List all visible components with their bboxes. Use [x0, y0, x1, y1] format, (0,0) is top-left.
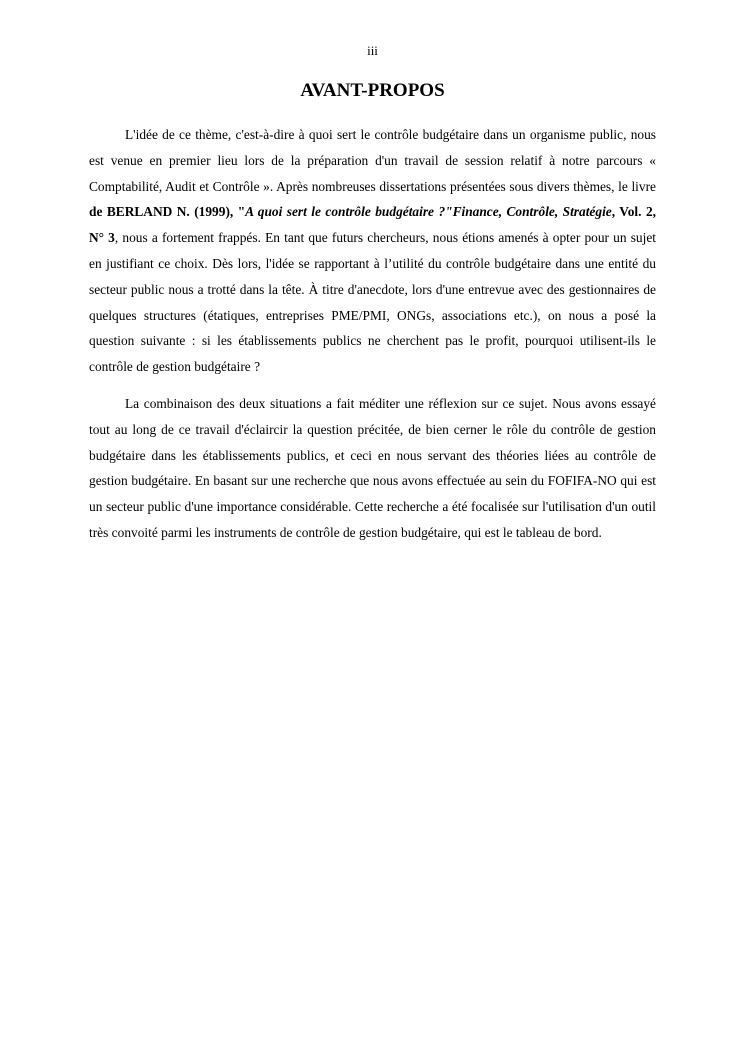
reference-author: de BERLAND N. (1999), "	[89, 204, 246, 220]
paragraph-1-text-b: , nous a fortement frappés. En tant que futurs chercheurs, nous étions amenés à opter pour un sujet en justifiant ce choix. Dès lors, l'idée se rapportant à l’utilité du contrôle budgétaire dans une entité du secteur public nous a trotté dans la tête. À titre d'anecdote, lors d'une entrevue avec des gestionnaires de quelques structures (étatiques, entreprises PME/PMI, ONGs, associations etc.), on nous a posé la question suivante : si les établissements publics ne cherchent pas le profit, pourquoi utilisent-ils le contrôle de gestion budgétaire ?	[89, 230, 656, 375]
body-text	[89, 122, 656, 546]
page-number: iii	[367, 43, 378, 58]
paragraph-1	[89, 122, 656, 380]
paragraph-1-text-a: L'idée de ce thème, c'est-à-dire à quoi sert le contrôle budgétaire dans un organisme public, nous est venue en premier lieu lors de la préparation d'un travail de session relatif à notre parcours « Comptabilité, Audit et Contrôle ». Après nombreuses dissertations présentées sous divers thèmes, le livre	[89, 127, 656, 194]
paragraph-2: La combinaison des deux situations a fait méditer une réflexion sur ce sujet. Nous avons essayé tout au long de ce travail d'éclaircir la question précitée, de bien cerner le rôle du contrôle de gestion budgétaire dans les établissements publics, et ceci en nous servant des théories liées au contrôle de gestion budgétaire. En basant sur une recherche que nous avons effectuée au sein du FOFIFA-NO qui est un secteur public d'une importance considérable. Cette recherche a été focalisée sur l'utilisation d'un outil très convoité parmi les instruments de contrôle de gestion budgétaire, qui est le tableau de bord.	[89, 395, 656, 540]
reference-volume: , Vol. 2, N° 3	[89, 204, 656, 246]
reference-title: A quoi sert le contrôle budgétaire ?"Finance, Contrôle, Stratégie	[245, 204, 612, 220]
page-title: AVANT-PROPOS	[300, 80, 445, 101]
